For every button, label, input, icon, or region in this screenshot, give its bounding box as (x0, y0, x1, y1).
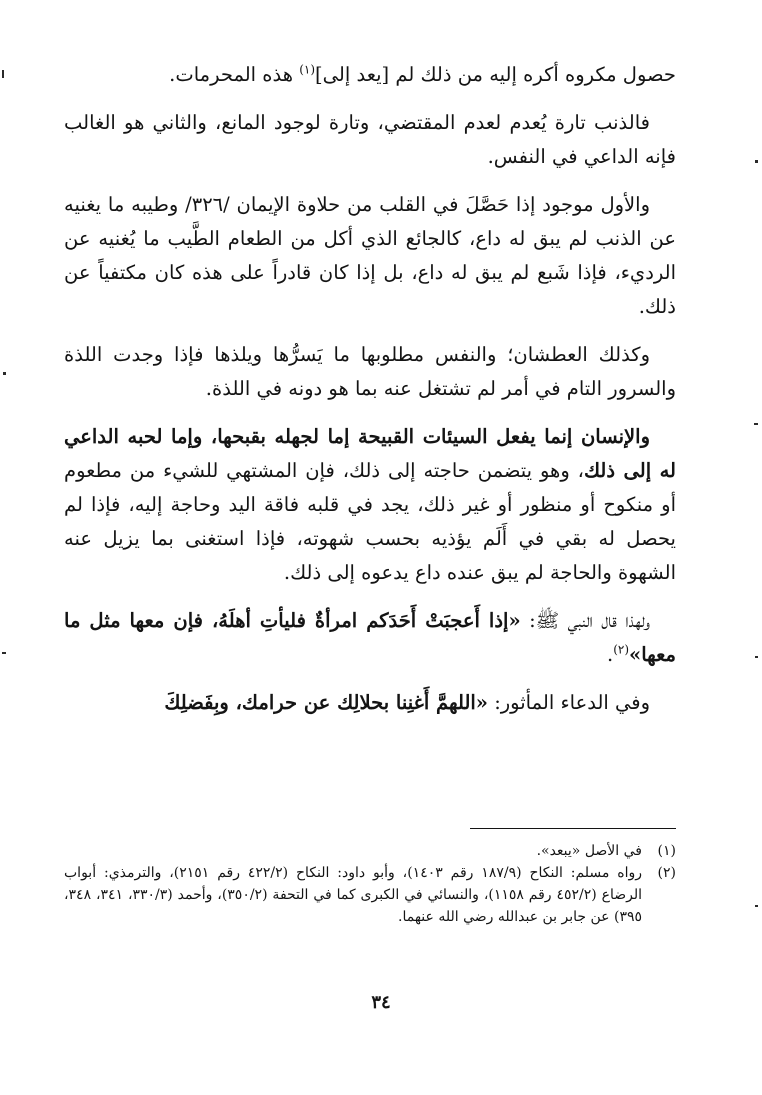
footnote-1-text: في الأصل «يبعد». (536, 843, 642, 859)
scan-mark (3, 372, 6, 375)
footnote-2-number: (٢) (657, 865, 676, 881)
footnote-divider (470, 828, 676, 829)
scan-mark (755, 905, 758, 907)
paragraph-7 (64, 686, 676, 720)
paragraph-3: والأول موجود إذا حَصَّلَ في القلب من حلاوة الإيمان /٣٢٦/ وطيبه ما يغنيه عن الذنب لم يبق له داع، كالجائع الذي أكل من الطعام الطَّيب ما يُغنيه عن الرديء، فإذا شَبع لم يبق له داع، بل إذا كان قادراً على هذه كان مكتفياً عن ذلك. (64, 193, 676, 318)
paragraph-6 (64, 604, 676, 672)
main-text (64, 58, 676, 734)
dua-quote: «اللهمَّ أَغنِنا بحلالِك عن حرامك، وبِفَضلِكَ (164, 691, 488, 714)
footnote-2-text: رواه مسلم: النكاح (١٨٧/٩ رقم ١٤٠٣)، وأبو داود: النكاح (٤٢٢/٢ رقم ٢١٥١)، والترمذي: أبواب الرضاع (٤٥٢/٢ رقم ١١٥٨)، والنسائي في الكبرى كما في التحفة (٣٥٠/٢)، وأحمد (٣٣٠/٣، ٣٤١، ٣٤٨، ٣٩٥) عن جابر بن عبدالله رضي الله عنهما. (64, 865, 643, 925)
footnote-2 (64, 862, 676, 928)
paragraph-1-end: هذه المحرمات. (169, 63, 300, 86)
scan-mark (2, 70, 4, 78)
footnote-ref-1[interactable]: (١) (299, 62, 316, 77)
paragraph-1-text: حصول مكروه أكره إليه من ذلك لم [يعد إلى] (315, 63, 676, 86)
scan-mark (755, 160, 758, 163)
paragraph-2: فالذنب تارة يُعدم لعدم المقتضي، وتارة لوجود المانع، والثاني هو الغالب فإنه الداعي في النفس. (64, 111, 676, 168)
paragraph-5-rest: ، وهو يتضمن حاجته إلى ذلك، فإن المشتهي للشيء من مطعوم أو منكوح أو منظور أو غير ذلك، يجد في قلبه فاقة اليد وحاجة إليه، فإذا لم يحصل له بقي في أَلَم يؤذيه بحسب شهوته، فإذا استغنى بما يزيل عنه الشهوة والحاجة لم يبق عنده داع يدعوه إلى ذلك. (64, 459, 676, 584)
scan-mark (2, 652, 6, 654)
footnote-ref-2[interactable]: (٢) (613, 642, 630, 657)
paragraph-5-bold: والإنسان إنما يفعل السيئات القبيحة إما لجهله بقبحها، وإما لحبه الداعي له إلى ذلك (64, 425, 676, 482)
scan-mark (754, 423, 758, 425)
paragraph-7-lead: وفي الدعاء المأثور: (488, 691, 650, 714)
footnote-1 (64, 840, 676, 862)
paragraph-6-end: . (606, 643, 614, 666)
footnote-1-number: (١) (657, 843, 676, 859)
paragraph-6-lead: ولهذا قال النبي ﷺ: (520, 609, 650, 632)
paragraph-5 (64, 420, 676, 590)
footnotes (64, 840, 676, 928)
paragraph-4: وكذلك العطشان؛ والنفس مطلوبها ما يَسرُّها ويلذها فإذا وجدت اللذة والسرور التام في أمر لم تشتغل عنه بما هو دونه في اللذة. (64, 343, 676, 400)
scan-mark (755, 656, 758, 658)
page-number: ٣٤ (371, 992, 391, 1013)
hadith-quote: «إذا أَعجبَتْ أَحَدَكم امرأةٌ فليأتِ أهلَهُ، فإن معها مثل ما معها» (64, 609, 676, 666)
paragraph-1 (64, 58, 676, 92)
